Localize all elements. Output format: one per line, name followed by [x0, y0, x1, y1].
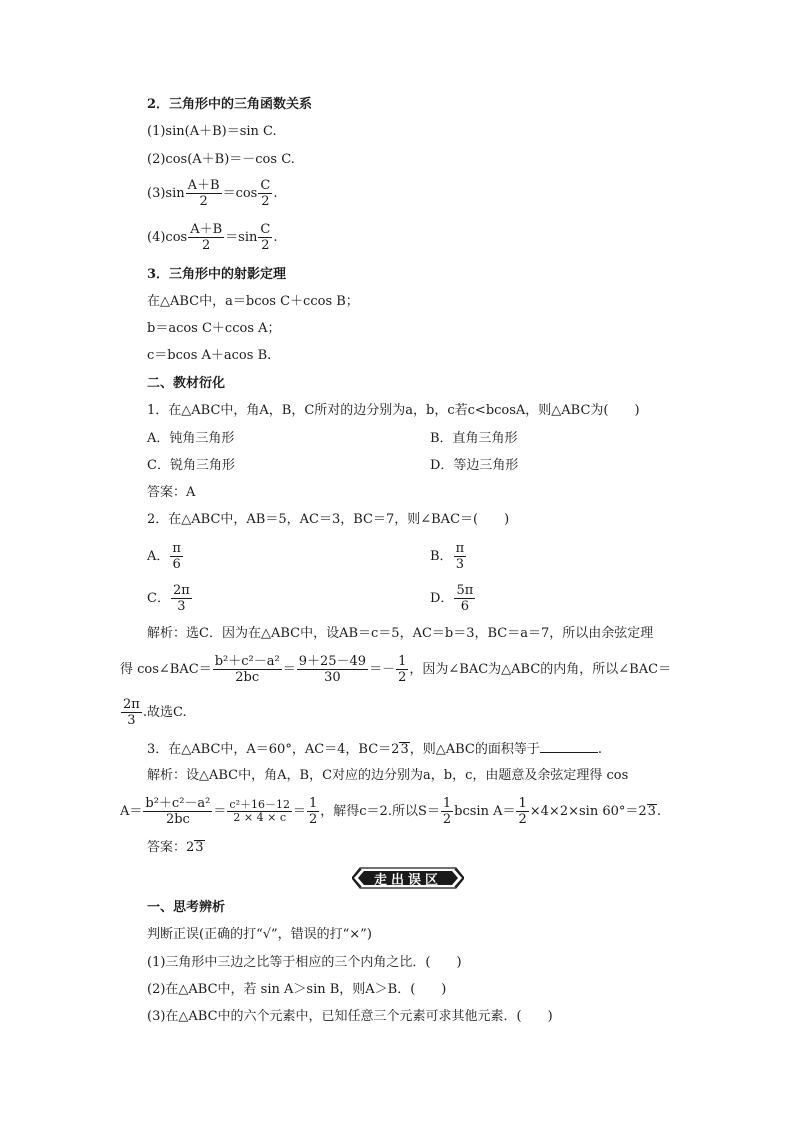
question-2-option-b: [430, 541, 467, 572]
denominator: 2: [442, 812, 452, 827]
numerator: 1: [518, 796, 527, 811]
section-title-projection: 3．三角形中的射影定理: [147, 267, 287, 282]
denominator: 2: [202, 238, 211, 253]
fraction: [171, 583, 192, 614]
numerator: b²＋c²－a²: [214, 654, 280, 669]
formula-3: (3)sin $\frac{A+B}{2}$ ＝cos $\frac{C}{2}$ .: [147, 178, 278, 209]
fraction: [213, 654, 282, 685]
question-3-solution-line-1: 解析：设△ABC中，角A，B，C对应的边分别为a，b，c，由题意及余弦定理得 cos: [147, 768, 629, 783]
fraction: [143, 796, 212, 827]
text: A＝: [120, 804, 143, 819]
question-2-solution-line-1: 解析：选C．因为在△ABC中，设AB＝c＝5，AC＝b＝3，BC＝a＝7，所以由余弦定理: [147, 626, 654, 641]
denominator: 2: [261, 194, 270, 209]
text: .: [656, 804, 662, 819]
text: ，解得c＝2.所以S＝: [320, 804, 440, 819]
text: ×4×2×sin 60°＝2: [529, 804, 647, 819]
question-2-option-c: [147, 583, 193, 614]
text: ＝: [213, 804, 227, 819]
numerator: 2π: [172, 583, 190, 598]
question-1-option-d: D．等边三角形: [430, 458, 519, 473]
fraction: [307, 796, 319, 827]
text: ，因为∠BAC为△ABC的内角，所以∠BAC＝: [409, 662, 672, 677]
text: 得 cos∠BAC＝: [120, 662, 212, 677]
denominator: 30: [324, 670, 341, 685]
projection-line-2: b＝acos C＋ccos A；: [147, 321, 281, 336]
denominator: 6: [172, 557, 181, 572]
fraction: [396, 654, 408, 685]
judge-item-1: (1)三角形中三边之比等于相应的三个内角之比．( ): [147, 955, 462, 970]
fraction: [516, 796, 528, 827]
denominator: 2: [518, 812, 527, 827]
denominator: 3: [177, 599, 186, 614]
answer-blank: [540, 740, 598, 753]
section-banner: [352, 866, 464, 890]
text: .: [597, 742, 603, 757]
text: ＝: [282, 662, 296, 677]
question-1-option-c: C．锐角三角形: [147, 458, 235, 473]
denominator: 2: [398, 670, 407, 685]
denominator: 2bc: [235, 670, 260, 685]
numerator: 1: [442, 796, 452, 811]
text: ，则△ABC的面积等于: [409, 742, 540, 757]
judge-item-3: (3)在△ABC中的六个元素中，已知任意三个元素可求其他元素．( ): [147, 1009, 553, 1024]
question-1-option-a: A．钝角三角形: [147, 431, 235, 446]
denominator: 2bc: [165, 812, 190, 827]
numerator: A＋B: [187, 178, 220, 193]
formula-4-prefix: (4)cos: [147, 230, 188, 245]
text: ＝－: [369, 662, 396, 677]
banner-text: 走出误区: [373, 872, 442, 888]
numerator: b²＋c²－a²: [145, 796, 211, 811]
projection-line-3: c＝bcos A＋acos B.: [147, 348, 272, 363]
fraction: [170, 541, 183, 572]
option-letter: A．: [147, 549, 170, 564]
question-2-stem: 2．在△ABC中，AB＝5，AC＝3，BC＝7，则∠BAC＝( ): [147, 512, 510, 527]
sqrt: 3: [195, 840, 204, 855]
formula-3-mid: ＝cos: [222, 186, 258, 201]
numerator: 2π: [123, 697, 140, 712]
fraction: [258, 178, 272, 209]
projection-line-1: 在△ABC中，a＝bcos C＋ccos B；: [147, 294, 359, 309]
denominator: 2: [309, 812, 318, 827]
sqrt: 3: [647, 804, 656, 819]
formula-3-prefix: (3)sin: [147, 186, 185, 201]
text: bcsin A＝: [454, 804, 516, 819]
formula-4: (4)cos $\frac{A+B}{2}$ ＝sin $\frac{C}{2}$ .: [147, 222, 278, 253]
numerator: A＋B: [190, 222, 223, 237]
text: 3．在△ABC中，A＝60°，AC＝4，BC＝2: [147, 742, 400, 757]
numerator: 1: [398, 654, 407, 669]
option-letter: D．: [430, 591, 454, 606]
question-2-solution-line-2: [120, 654, 671, 685]
numerator: π: [172, 541, 181, 556]
fraction: [297, 654, 368, 685]
formula-2: (2)cos(A＋B)＝－cos C.: [147, 152, 295, 167]
text: .故选C.: [142, 705, 187, 720]
denominator: 2: [199, 194, 208, 209]
part-title-textbook: 二、教材衍化: [147, 376, 226, 391]
question-2-solution-line-3: [120, 697, 187, 728]
fraction: [454, 583, 475, 614]
numerator: C: [260, 178, 271, 193]
question-1-answer: 答案：A: [147, 485, 196, 500]
judge-intro: 判断正误(正确的打“√”，错误的打“×”): [147, 927, 372, 942]
numerator: c²＋16－12: [229, 798, 290, 811]
question-3-stem: [147, 740, 602, 759]
numerator: π: [455, 541, 465, 556]
question-2-option-a: [147, 541, 184, 572]
text: 答案：2: [147, 840, 195, 855]
option-letter: C．: [147, 591, 170, 606]
numerator: 5π: [456, 583, 474, 598]
text: ＝: [292, 804, 306, 819]
fraction: [121, 697, 142, 728]
denominator: 3: [455, 557, 464, 572]
question-1-stem: 1．在△ABC中，角A，B，C所对的边分别为a，b，c若c<bcosA，则△ABC为( ): [147, 403, 640, 418]
formula-1: (1)sin(A＋B)＝sin C.: [147, 124, 277, 139]
denominator: 6: [460, 599, 469, 614]
fraction: [441, 796, 453, 827]
fraction: [186, 178, 222, 209]
numerator: C: [260, 222, 271, 237]
denominator: 3: [127, 713, 136, 728]
denominator: 2 × 4 × c: [233, 811, 286, 824]
question-2-option-d: [430, 583, 476, 614]
fraction: [454, 541, 467, 572]
fraction: [188, 222, 224, 253]
part-title-thinking: 一、思考辨析: [147, 900, 226, 915]
formula-4-mid: ＝sin: [225, 230, 258, 245]
question-1-option-b: B．直角三角形: [430, 431, 518, 446]
section-title-trig-relations: 2．三角形中的三角函数关系: [147, 97, 313, 112]
question-3-solution-line-2: [120, 796, 661, 827]
sqrt: 3: [400, 742, 409, 757]
denominator: 2: [261, 238, 270, 253]
question-3-answer: [147, 839, 205, 857]
numerator: 9＋25－49: [298, 654, 367, 669]
fraction: [258, 222, 272, 253]
option-letter: B．: [430, 549, 453, 564]
judge-item-2: (2)在△ABC中，若 sin A＞sin B，则A＞B．( ): [147, 982, 447, 997]
numerator: 1: [309, 796, 318, 811]
fraction: [227, 799, 292, 824]
